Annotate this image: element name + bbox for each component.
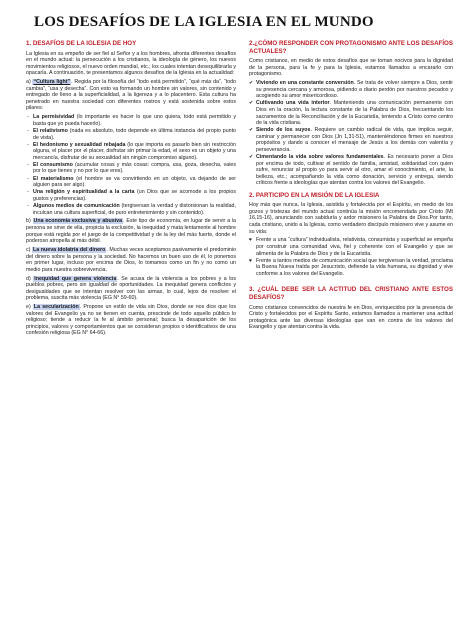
mission-list [249, 237, 453, 277]
challenge-e-term: La secularización [33, 304, 79, 311]
left-column [26, 40, 236, 339]
response-list [249, 80, 453, 187]
challenge-a-term: “Cultura light” [33, 79, 71, 86]
challenge-e: e) La secularización. Propone un estilo de vida sin Dios, donde se nos dice que los valores del Evangelio ya no se tienen en cuenta, prescinde de todo aquello público lo religioso; tiende a reducir la fe al ámbito personal; busca la desaparición de los principios, valores y comportamientos que se consideran propios o identificativos de una confesión religiosa (EG N° 64-66). [26, 304, 236, 337]
list-item: - La permisividad (lo importante es hacer lo que uno quiera, todo está permitido y basta que yo pueda hacerlo). [33, 114, 236, 127]
challenge-b-term: Una economía exclusiva y abusiva [33, 218, 123, 225]
section-heading-2: 2.¿CÓMO RESPONDER CON PROTAGONISMO ANTE LOS DESAFÍOS ACTUALES? [249, 40, 453, 55]
challenge-c-term: La nueva idolatría del dinero [33, 247, 106, 254]
list-item: ♥ Frente a una “cultura” individualista, relativista, consumista y superficial se empeña por construir una comunidad viva, fiel y coherente con el Evangelio y que se alimenta de la Palabra de Dios y de la Eucaristía. [256, 237, 453, 257]
list-item: ✔ Cultivando una vida interior. Manteniendo una comunicación permanente con Dios en la oración, la lectura constante de la Palabra de Dios, frecuentando los sacramentos de la Reconciliación y de la Eucaristía, teniendo a Cristo como centro de la vida cristiana. [256, 100, 453, 126]
s4-text: Como cristianos convencidos de nuestra fe en Dios, enriquecidos por la presencia de Cristo y fortalecidos por el Espíritu Santo, estamos llamados a mantener una actitud protagónica ante las diversas ideologías que van en contra de los valores del Evangelio y que atentan contra la vida. [249, 304, 453, 331]
list-item: - El relativismo (nada es absoluto, todo depende en última instancia del propio punto de vista). [33, 128, 236, 141]
section-heading-3: 2. PARTICIPO EN LA MISIÓN DE LA IGLESIA [249, 191, 380, 199]
pillars-list [26, 114, 236, 216]
page-title: LOS DESAFÍOS DE LA IGLESIA EN EL MUNDO [34, 14, 374, 30]
list-item: - El consumismo (acumular cosas y más cosas: compra, usa, goza, desecha, vales por lo que tienes y no por lo que eres). [33, 162, 236, 175]
right-column [249, 40, 453, 333]
challenge-d-term: Inequidad que genera violencia [34, 275, 117, 282]
list-item: - Algunos medios de comunicación (tergiversan la verdad y distorsionan la realidad, inculcan una cultura superficial, de puro entretenimiento y sin contenido). [33, 203, 236, 216]
list-item: ✔ Cimentando la vida sobre valores fundamentales. Es necesario poner a Dios por encima de todo, cultivar el sentido de familia, amistad, solidaridad con quien sufre, renunciar al propio yo para servir al otro, amar el conocimiento, el arte, la belleza, etc.; acompañando la vida como donación, servicio y entrega, siendo críticos frente a ideologías que atentan contra los valores del Evangelio. [256, 154, 453, 187]
challenge-c: c) La nueva idolatría del dinero. Muchas veces aceptamos pasivamente el predominio del dinero sobre la persona y la sociedad. No hacemos un buen uso de él, lo ponemos en primer lugar, incluso por encima de Dios, lo tomamos como un fin y no como un medio para nuestra sobrevivencia. [26, 247, 236, 273]
challenge-a-text: . Regida por la filosofía del “todo está permitido”, “qué más da”, “todo cambia”, “usa y desecha”. Con esto va formando un hombre sin valores, sin contenido y entregado de lleno a la superficialidad, a la ligereza y a lo placentero. Esta cultura ha penetrado en nuestra sociedad con diferentes rostros y está sostenida sobre estos pilares: [26, 79, 236, 112]
s3-intro: Hoy más que nunca, la Iglesia, asistida y fortalecida por el Espíritu, en medio de los gozos y tristezas del mundo actual continúa la misión encomendada por Cristo (Mt 16,15-16), anunciando con sabiduría y ardor misionero la Palabra de Dios.Por tanto, cada cristiano, unido a la Iglesia, como verdadero discípulo misionero vive y asume en su vida: [249, 202, 453, 235]
s2-intro: Como cristianos, en medio de estos desafíos que se toman nocivos para la dignidad de la persona, para la fe y para la Iglesia, estamos llamados a encararlo con protagonismo. [249, 58, 453, 78]
list-item: - El hedonismo y sexualidad rebajada (lo que importa es pasarlo bien sin restricción alguna, el placer por el placer, disfrutar sin primar la edad, el sexo es un objeto y una mercancía, disfrutar de su sexualidad sin ningún compromiso alguno). [33, 142, 236, 162]
list-item: - Una religión y espiritualidad a la carta (un Dios que se acomode a los propios gustos y preferencias). [33, 189, 236, 202]
challenge-a: a) “Cultura light”. Regida por la filosofía del “todo está permitido”, “qué más da”, “todo cambia”, “usa y desecha”. Con esto va formando un hombre sin valores, sin contenido y entregado de lleno a la superficialidad, a la ligereza y a lo placentero. Esta cultura ha penetrado en nuestra sociedad con diferentes rostros y está sostenida sobre estos pilares: [26, 79, 236, 112]
s1-intro: La Iglesia en su empeño de ser fiel al Señor y a los hombres, afronta diferentes desafíos en el mundo actual: la persecución a los cristianos, la ideología de género, los nuevos movimientos religiosos, el nuevo orden mundial, etc.; los cuales intentan desequilibrarla y opacarla. A continuación, te presentamos algunos desafíos de la Iglesia en la actualidad: [26, 50, 236, 77]
list-item: - El materialismo (el hombre se va convirtiendo en un objeto, va dejando de ser alguien para ser algo). [33, 176, 236, 189]
list-item: ✔ Siendo de los suyos. Requiere un cambio radical de vida, que implica seguir, caminar y permanecer con Dios (Jn 1,31-51), manteniéndonos firmes en nuestros propósitos y dando a conocer el mensaje de Jesús a los demás con valentía y perseverancia. [256, 127, 453, 153]
challenge-d: d) Inequidad que genera violencia. Se acusa de la violencia a los pobres y a los pueblos pobres, pero sin igualdad de oportunidades. La inequidad genera conflictos y desigualdades que se intentan resolver con las armas, lo cual, lejos de resolver el problema, suscita más violencia (EG N° 59-60). [26, 275, 236, 302]
section-heading-1: 1. DESAFÍOS DE LA IGLESIA DE HOY [26, 40, 137, 47]
list-item: ♥ Frente a tantos medios de comunicación social que tergiversan la verdad, proclama la Buena Nueva traída por Jesucristo, defiende la vida humana, su dignidad y vive conforme a los valores del Evangelio. [256, 258, 453, 278]
list-item: ✔ Viviendo en una constante conversión. Se trata de volver siempre a Dios, sentir su presencia cercana y amorosa, pidiendo a diario perdón por nuestros pecados y acogiendo su amor misericordioso. [256, 80, 453, 100]
challenge-b: b) Una economía exclusiva y abusiva. Este tipo de economía, en lugar de servir a la persona se sirve de ella, propicia la exclusión, la inequidad y mata lentamente al hombre porque está regida por el juego de la competitividad y de la ley del más fuerte, donde el poderoso atropella al más débil. [26, 218, 236, 245]
section-heading-4: 3. ¿CUÁL DEBE SER LA ACTITUD DEL CRISTIANO ANTE ESTOS DESAFÍOS? [249, 286, 453, 301]
